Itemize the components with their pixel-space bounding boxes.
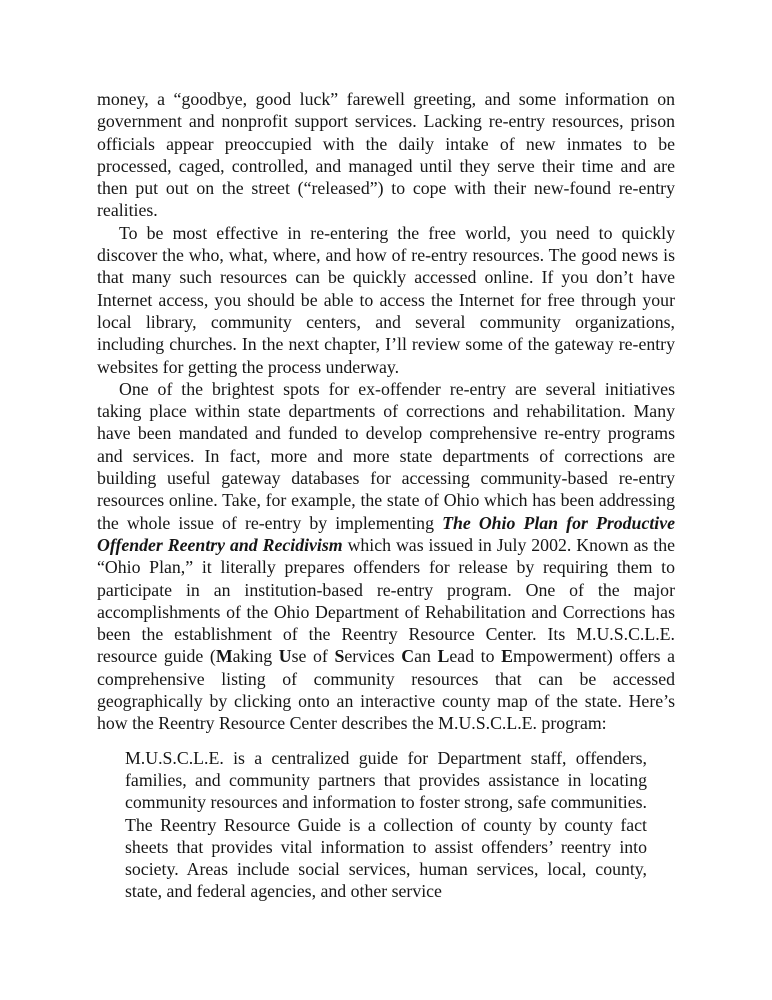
paragraph-3-text-3: ) offers a comprehensive listing of community resources that can be accessed geographically by clicking onto an interactive county map of the state. Here’s how the Reentry Resource Center describes the M.U.S.C.L.E. program: [97,646,675,734]
paragraph-2: To be most effective in re-entering the free world, you need to quickly discover the who, what, where, and how of re-entry resources. The good news is that many such resources can be quickly accessed online. If you don’t have Internet access, you should be able to access the Internet for free through your local library, community centers, and several community organizations, including churches. In the next chapter, I’ll review some of the gateway re-entry websites for getting the process underway. [97,222,675,377]
paragraph-3-text-2: which was issued in July 2002. Known as the “Ohio Plan,” it literally prepares offenders for release by requiring them to participate in an institution-based re-entry program. One of the major accomplishments of the Ohio Department of Rehabilitation and Corrections has been the establishment of the Reentry Resource Center. Its M.U.S.C.L.E. resource guide ( [97,534,676,667]
acronym-word-empowerment: mpowerment [513,646,607,667]
acronym-word-lead-to: ead to [449,646,502,667]
paragraph-1: money, a “goodbye, good luck” farewell greeting, and some information on government and nonprofit support services. Lacking re-entry resources, prison officials appear preoccupied with the daily intake of new inmates to be processed, caged, controlled, and managed until they serve their time and are then put out on the street (“released”) to cope with their new-found re-entry realities. [97,89,675,221]
acronym-word-making: aking [232,646,279,667]
block-quote: M.U.S.C.L.E. is a centralized guide for Department staff, offenders, families, and community partners that provides assistance in locating community resources and information to foster strong, safe communities. The Reentry Resource Guide is a collection of county by county fact sheets that provides vital information to assist offenders’ reentry into society. Areas include social services, human services, local, county, state, and federal agencies, and other service [125,747,647,902]
acronym-letter-u: U [278,646,292,667]
acronym-word-use-of: se of [291,646,335,667]
acronym-letter-m: M [215,646,233,667]
acronym-letter-l: L [437,646,450,667]
ohio-plan-title: The Ohio Plan for Productive Offender Reentry and Recidivism [97,512,675,555]
acronym-word-can: an [414,646,438,667]
acronym-letter-s: S [334,646,345,667]
acronym-letter-e: E [501,646,513,667]
acronym-letter-c: C [401,646,415,667]
paragraph-3-text-1: One of the brightest spots for ex-offender re-entry are several initiatives taking place within state departments of corrections and rehabilitation. Many have been mandated and funded to develop comprehensive re-entry programs and services. In fact, more and more state departments of corrections are building useful gateway databases for accessing community-based re-entry resources online. Take, for example, the state of Ohio which has been addressing the whole issue of re-entry by implementing [97,378,675,533]
acronym-word-services: ervices [344,646,402,667]
paragraph-3 [97,378,675,735]
document-page [97,88,675,903]
